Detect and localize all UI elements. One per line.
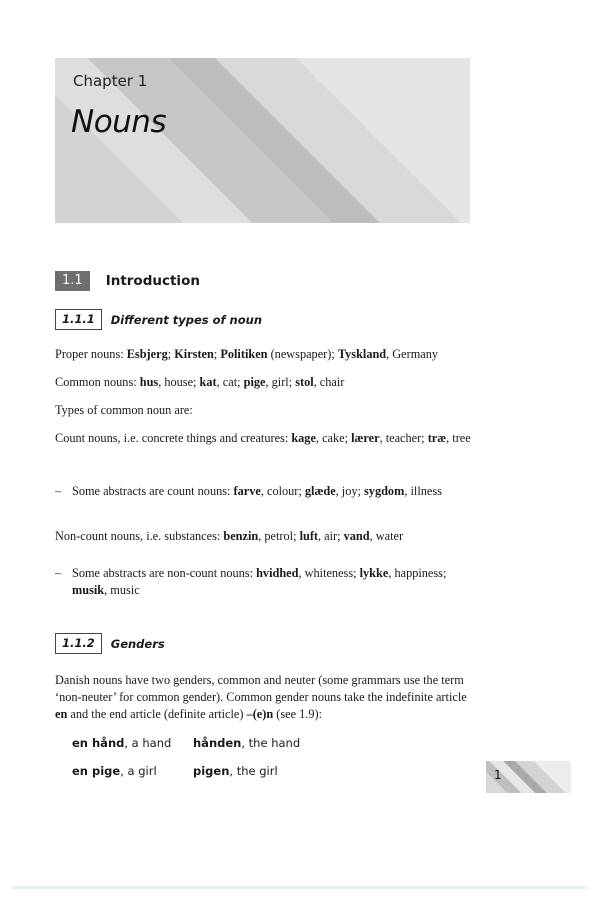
- bullet-text: Some abstracts are non-count nouns: hvidhed, whiteness; lykke, happiness; musik, music: [72, 566, 447, 597]
- subsection-heading-2: [55, 633, 165, 654]
- bullet-noncount-abstracts: [55, 565, 475, 599]
- paragraph-types: Types of common noun are:: [55, 403, 193, 417]
- paragraph-common-nouns: Common nouns: hus, house; kat, cat; pige, girl; stol, chair: [55, 375, 345, 389]
- subsection-title: Genders: [110, 636, 165, 651]
- section-title: Introduction: [105, 273, 200, 289]
- example-left-1: en hånd, a hand: [72, 736, 172, 750]
- subsection-title: Different types of noun: [110, 312, 263, 327]
- example-left-2: en pige, a girl: [72, 764, 157, 778]
- paragraph-proper-nouns: Proper nouns: Esbjerg; Kirsten; Politiken (newspaper); Tyskland, Germany: [55, 347, 439, 361]
- bullet-text: Some abstracts are count nouns: farve, colour; glæde, joy; sygdom, illness: [72, 484, 442, 498]
- chapter-banner: [55, 58, 470, 223]
- subsection-heading-1: [55, 309, 262, 330]
- section-number: 1.1: [55, 271, 90, 291]
- paragraph-noncount-nouns: Non-count nouns, i.e. substances: benzin, petrol; luft, air; vand, water: [55, 529, 404, 543]
- example-right-1: hånden, the hand: [193, 736, 301, 750]
- page-number: 1: [494, 768, 502, 782]
- chapter-title: Nouns: [71, 104, 167, 140]
- bullet-dash: –: [55, 566, 62, 580]
- subsection-number: 1.1.1: [55, 309, 102, 330]
- chapter-label: Chapter 1: [73, 72, 148, 90]
- paragraph-genders: Danish nouns have two genders, common and neuter (some grammars use the term ‘non-neuter’ for common gender). Common gender nouns take the indefinite article en and the end article (definite article) –(e)n (see 1.9):: [55, 673, 467, 721]
- section-heading: [55, 271, 200, 291]
- example-right-2: pigen, the girl: [193, 764, 278, 778]
- bullet-dash: –: [55, 484, 62, 498]
- paragraph-count-nouns: Count nouns, i.e. concrete things and creatures: kage, cake; lærer, teacher; træ, tree: [55, 431, 471, 445]
- bullet-count-abstracts: [55, 483, 475, 500]
- footer-rule: [12, 886, 586, 889]
- subsection-number: 1.1.2: [55, 633, 102, 654]
- page-number-tab: [486, 761, 571, 793]
